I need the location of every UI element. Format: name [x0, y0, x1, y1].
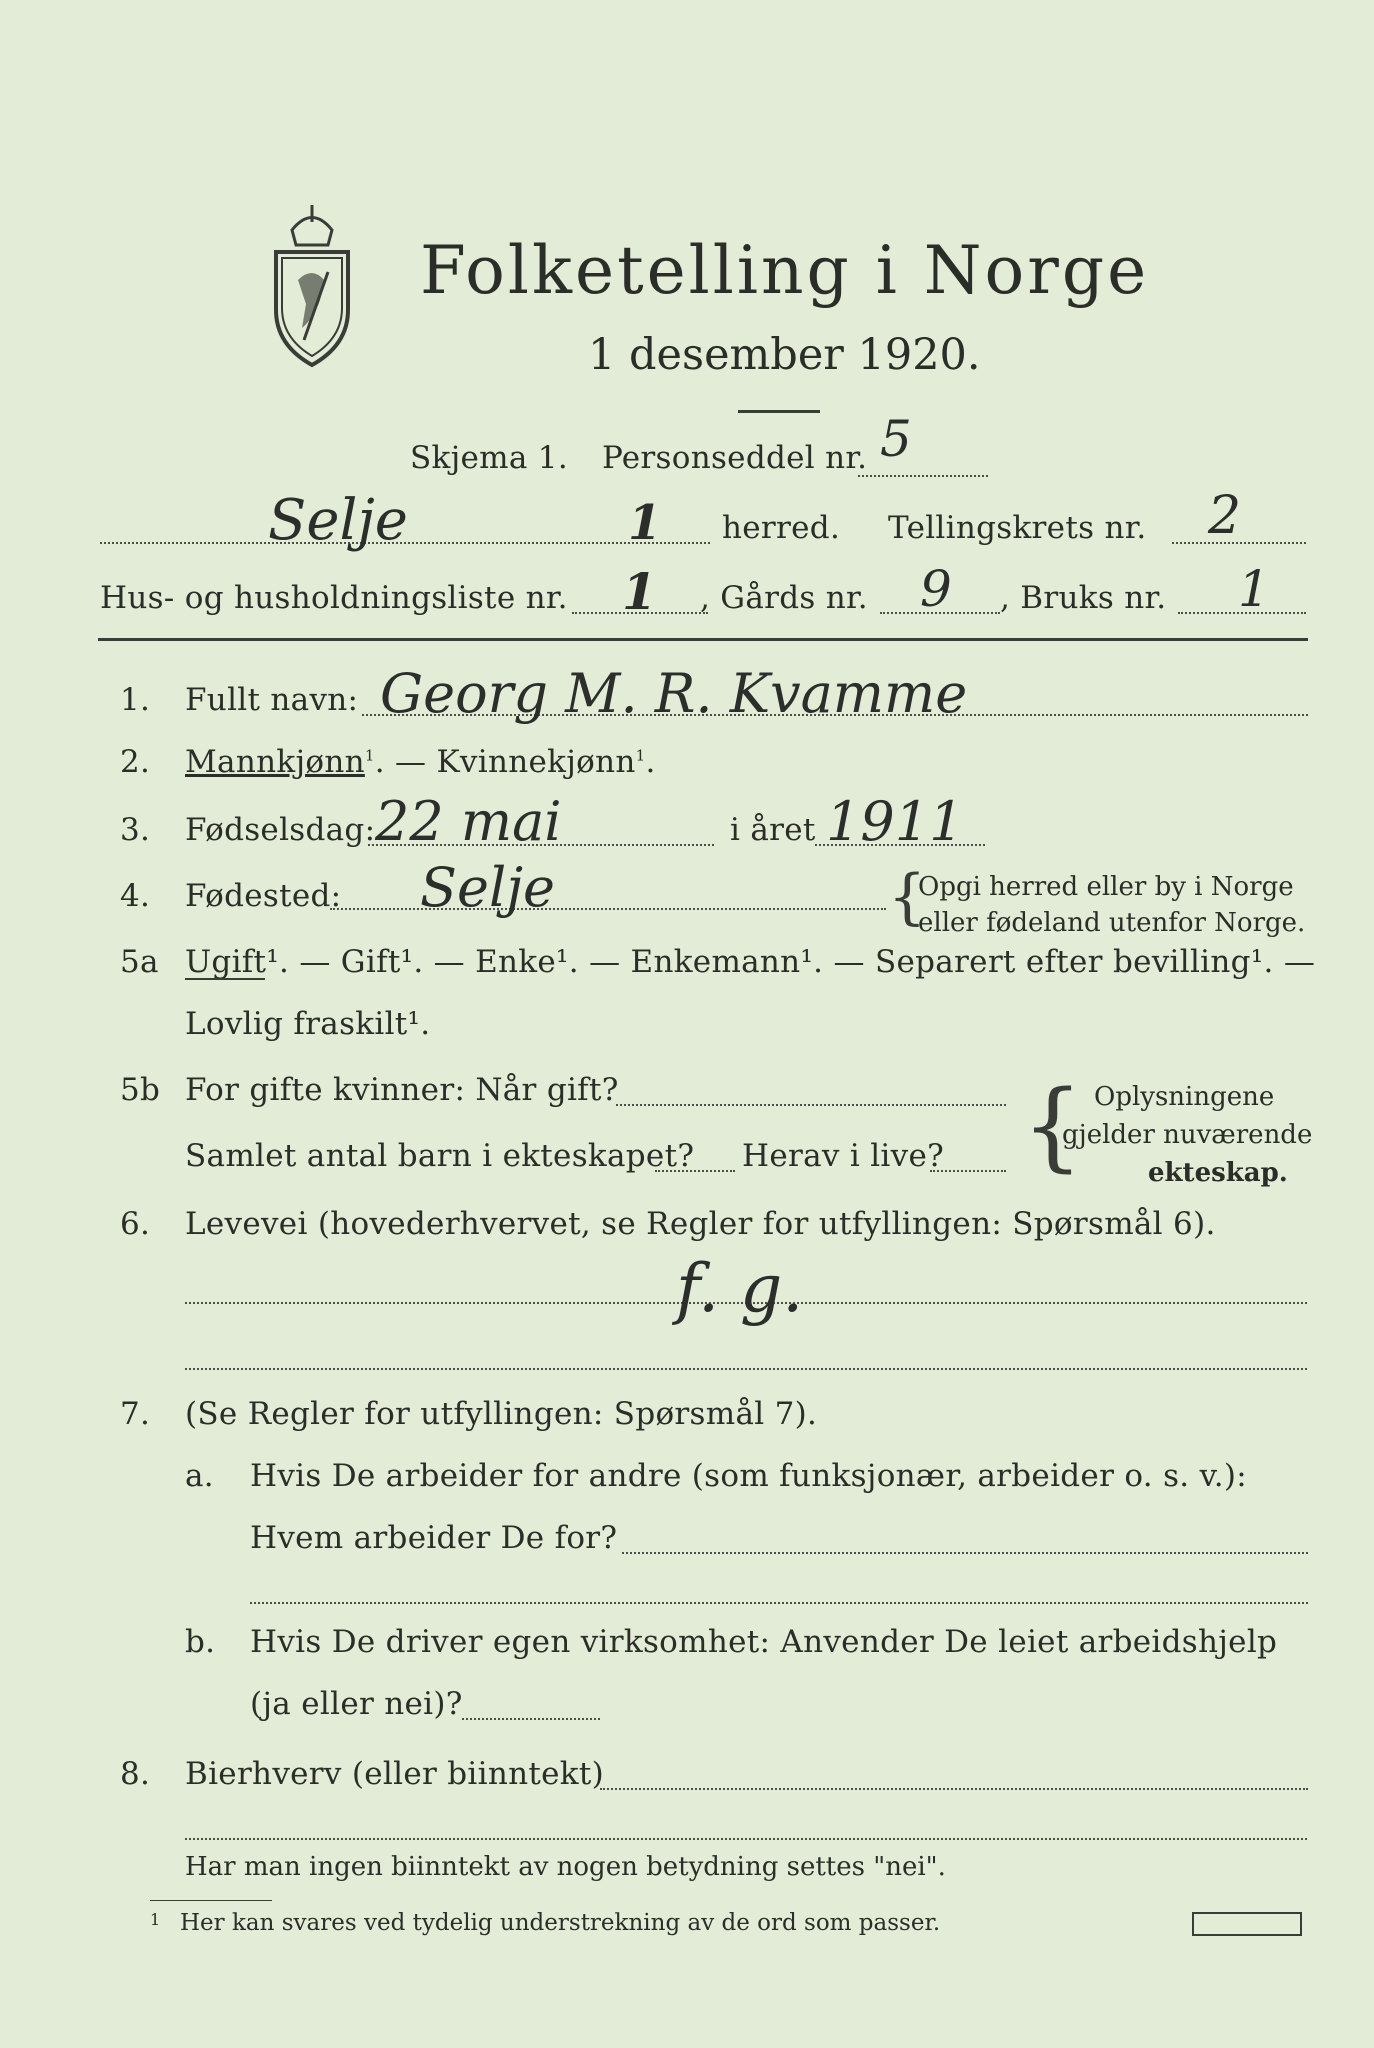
q4-label: Fødested:	[185, 878, 342, 914]
q5b-note-line1: Oplysningene	[1094, 1082, 1275, 1112]
printer-stamp	[1192, 1912, 1302, 1936]
q5b-label3: Herav i live?	[742, 1138, 945, 1174]
header-rule	[98, 638, 1308, 641]
gards-value: 9	[920, 560, 952, 618]
q5b-line1	[616, 1104, 1006, 1106]
q3-label: Fødselsdag:	[185, 812, 376, 848]
q6-line2	[185, 1368, 1307, 1370]
q7a-label2: Hvem arbeider De for?	[250, 1520, 618, 1556]
q1-value: Georg M. R. Kvamme	[380, 662, 968, 725]
q8-note: Har man ingen biinntekt av nogen betydning settes "nei".	[185, 1852, 946, 1882]
q6-label: Levevei (hovederhvervet, se Regler for utfyllingen: Spørsmål 6).	[185, 1206, 1216, 1242]
q6-value: f. g.	[676, 1250, 804, 1327]
q2-options: Mannkjønn$^1$. — Kvinnekjønn$^1$.	[185, 744, 656, 780]
q5b-bracket: {	[1022, 1070, 1084, 1182]
q5b-label1: For gifte kvinner: Når gift?	[185, 1072, 619, 1108]
q5b-note-line2: gjelder nuværende	[1062, 1120, 1313, 1150]
title-rule	[738, 410, 820, 413]
q2-end: .	[645, 744, 656, 780]
q7-number: 7.	[120, 1396, 151, 1432]
tellingskrets-value: 2	[1208, 486, 1242, 546]
herred-value: Selje	[268, 488, 408, 553]
q3-day-value: 22 mai	[375, 790, 562, 853]
q5b-label2: Samlet antal barn i ekteskapet?	[185, 1138, 695, 1174]
q8-line1	[600, 1788, 1308, 1790]
q8-label: Bierhverv (eller biinntekt)	[185, 1756, 605, 1792]
gards-label: , Gårds nr.	[700, 580, 868, 616]
q3-number: 3.	[120, 812, 151, 848]
form-title: Folketelling i Norge	[420, 232, 1150, 309]
q2-male: Mannkjønn	[185, 744, 365, 780]
q7b-label2: (ja eller nei)?	[250, 1686, 463, 1722]
q4-bracket: {	[888, 862, 927, 932]
q5b-note-line3: ekteskap.	[1148, 1158, 1288, 1188]
q3-year-label: i året	[730, 812, 816, 848]
coat-of-arms-icon	[262, 200, 362, 370]
q7b-line	[462, 1718, 600, 1720]
personseddel-value: 5	[880, 410, 912, 468]
q7a-letter: a.	[185, 1458, 214, 1494]
bruks-value: 1	[1238, 560, 1270, 618]
footnote-rule	[150, 1900, 272, 1901]
q6-number: 6.	[120, 1206, 151, 1242]
footnote-text: Her kan svares ved tydelig understrekning av de ord som passer.	[180, 1910, 941, 1936]
q5b-number: 5b	[120, 1072, 161, 1108]
q2-female: Kvinnekjønn	[436, 744, 636, 780]
tellingskrets-label: Tellingskrets nr.	[888, 510, 1147, 546]
q4-note-line2: eller fødeland utenfor Norge.	[918, 908, 1306, 938]
q5a-options2: Lovlig fraskilt¹.	[185, 1006, 431, 1042]
q8-line2	[185, 1838, 1307, 1840]
q7a-line1	[622, 1552, 1308, 1554]
schema-label: Skjema 1.	[410, 440, 568, 476]
q2-sep: . —	[374, 744, 437, 780]
q1-number: 1.	[120, 682, 151, 718]
q4-number: 4.	[120, 878, 151, 914]
personseddel-label: Personseddel nr.	[602, 440, 868, 476]
herred-label: herred.	[722, 510, 841, 546]
q5a-options: Ugift¹. — Gift¹. — Enke¹. — Enkemann¹. — Separert efter bevilling¹. —	[185, 944, 1316, 980]
q2-number: 2.	[120, 744, 151, 780]
personseddel-line	[858, 475, 988, 477]
q8-number: 8.	[120, 1756, 151, 1792]
q5a-underline	[185, 978, 265, 980]
herred-number: 1	[628, 495, 662, 551]
form-date: 1 desember 1920.	[588, 330, 981, 380]
footnote-mark: 1	[150, 1910, 161, 1929]
q7-label: (Se Regler for utfyllingen: Spørsmål 7).	[185, 1396, 818, 1432]
q4-value: Selje	[420, 856, 555, 919]
q4-line	[330, 908, 886, 910]
q5a-number: 5a	[120, 944, 159, 980]
liste-value: 1	[622, 562, 657, 621]
q7b-letter: b.	[185, 1624, 216, 1660]
bruks-label: , Bruks nr.	[1000, 580, 1167, 616]
q5b-line2	[655, 1170, 735, 1172]
q4-note-line1: Opgi herred eller by i Norge	[918, 872, 1294, 902]
q1-label: Fullt navn:	[185, 682, 359, 718]
q3-year-value: 1911	[826, 790, 964, 853]
liste-label: Hus- og husholdningsliste nr.	[100, 580, 568, 616]
q7a-line2	[250, 1602, 1308, 1604]
q7b-label: Hvis De driver egen virksomhet: Anvender De leiet arbeidshjelp	[250, 1624, 1278, 1660]
q7a-label: Hvis De arbeider for andre (som funksjonær, arbeider o. s. v.):	[250, 1458, 1248, 1494]
q5b-line3	[930, 1170, 1006, 1172]
